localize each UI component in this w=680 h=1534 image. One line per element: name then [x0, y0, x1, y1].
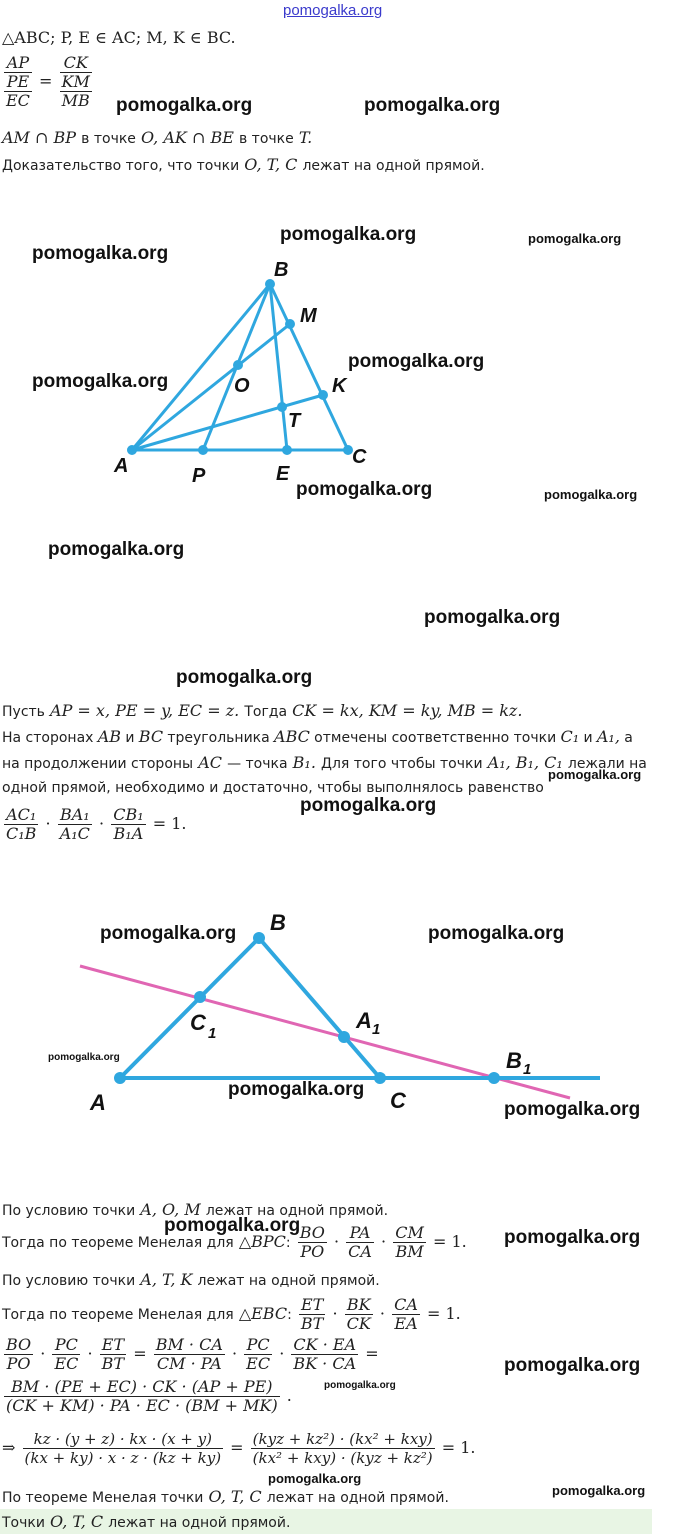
- watermark: pomogalka.org: [544, 487, 638, 502]
- setup-line-1: Пусть AP = x, PE = y, EC = z. Тогда CK = kx, KM = ky, MB = kz.: [2, 701, 523, 720]
- label-p: P: [192, 465, 206, 487]
- ratio-fraction-2: CK KM MB: [61, 53, 90, 110]
- watermark: pomogalka.org: [424, 607, 561, 628]
- label-k: K: [332, 375, 347, 397]
- point-a: [114, 1072, 126, 1084]
- proof-line-5: $\frac{BO}{PO}$ · $\frac{PC}{EC}$ · $\frac{ET}{BT}$ = $\frac{BM \cdot CA}{CM \cdot PA}$ · $\frac{PC}{EC}$ · $\frac{CK \cdot EA}{BK \cdot CA}$ =: [6, 1335, 379, 1373]
- menelaus-equation: $\frac{\text{AC₁}}{\text{C₁B}}$ · $\frac{\text{BA₁}}{\text{A₁C}}$ · $\frac{\text{CB₁}}{\text{B₁A}}$ = 1.: [6, 805, 187, 843]
- point-p: [198, 445, 208, 455]
- watermark: pomogalka.org: [268, 1471, 362, 1486]
- label-a: A: [114, 455, 129, 477]
- watermark: pomogalka.org: [100, 923, 237, 944]
- label-b1-sub: 1: [523, 1061, 532, 1078]
- watermark: pomogalka.org: [116, 95, 253, 116]
- point-m: [285, 319, 295, 329]
- setup-line-3: на продолжении стороны AC — точка B₁. Для того чтобы точки A₁, B₁, C₁ лежали на: [2, 753, 647, 772]
- site-link[interactable]: pomogalka.org: [283, 2, 383, 19]
- proof-line-2: Тогда по теореме Менелая для △BPC: $\frac{BO}{PO}$ · $\frac{PA}{CA}$ · $\frac{CM}{BM}$ = 1.: [2, 1223, 467, 1261]
- label-b: B: [274, 259, 289, 281]
- proof-line-8: По теореме Менелая точки O, T, C лежат на одной прямой.: [2, 1487, 449, 1506]
- point-t: [277, 402, 287, 412]
- point-b: [253, 932, 265, 944]
- point-e: [282, 445, 292, 455]
- proof-line-4: Тогда по теореме Менелая для △EBC: $\frac{ET}{BT}$ · $\frac{BK}{CK}$ · $\frac{CA}{EA}$ = 1.: [2, 1295, 461, 1333]
- given-ratio: AP PE EC = CK KM MB: [6, 53, 90, 110]
- answer-line: Точки O, T, C лежат на одной прямой.: [2, 1512, 291, 1531]
- label-t: T: [288, 410, 301, 432]
- label-a1: A: [356, 1008, 372, 1033]
- watermark: pomogalka.org: [228, 1079, 365, 1100]
- label-a1-sub: 1: [372, 1021, 381, 1038]
- watermark: pomogalka.org: [176, 667, 313, 688]
- watermark: pomogalka.org: [48, 1052, 120, 1063]
- setup-line-4: одной прямой, необходимо и достаточно, чтобы выполнялось равенство: [2, 780, 544, 796]
- label-c: C: [352, 446, 367, 468]
- watermark: pomogalka.org: [300, 795, 437, 816]
- point-o: [233, 360, 243, 370]
- watermark: pomogalka.org: [552, 1483, 646, 1498]
- label-c: C: [390, 1088, 406, 1113]
- given-line: △ABC; P, E ∈ AC; M, K ∈ BC.: [2, 28, 236, 47]
- ratio-fraction-1: AP PE EC: [6, 53, 30, 110]
- intersection-line: AM ∩ BP в точке O, AK ∩ BE в точке T.: [2, 128, 313, 147]
- watermark: pomogalka.org: [428, 923, 565, 944]
- watermark: pomogalka.org: [548, 767, 642, 782]
- proof-line-1: По условию точки A, O, M лежат на одной прямой.: [2, 1200, 389, 1219]
- label-a: A: [90, 1090, 106, 1115]
- watermark: pomogalka.org: [504, 1355, 641, 1376]
- label-m: M: [300, 305, 317, 327]
- watermark: pomogalka.org: [32, 243, 169, 264]
- watermark: pomogalka.org: [48, 539, 185, 560]
- triangle-figure-1: [0, 250, 680, 490]
- proof-line-7: ⇒ $\frac{kz \cdot (y + z) \cdot kx \cdot (x + y)}{(kx + ky) \cdot x \cdot z \cdot (kz + ky)}$ = $\frac{\text{(kyz + kz²) · (kx² + kxy)}}{\text{(kx² + kxy) · (kyz + kz²)}}$ = 1.: [2, 1430, 476, 1467]
- point-k: [318, 390, 328, 400]
- label-b: B: [270, 910, 286, 935]
- task-statement: Доказательство того, что точки O, T, C лежат на одной прямой.: [2, 155, 485, 174]
- point-a1: [338, 1031, 350, 1043]
- point-a: [127, 445, 137, 455]
- watermark: pomogalka.org: [364, 95, 501, 116]
- watermark: pomogalka.org: [324, 1380, 396, 1391]
- point-c: [374, 1072, 386, 1084]
- label-b1: B: [506, 1048, 522, 1073]
- label-e: E: [276, 463, 290, 485]
- point-c1: [194, 991, 206, 1003]
- watermark: pomogalka.org: [504, 1099, 641, 1120]
- watermark: pomogalka.org: [296, 479, 433, 500]
- proof-line-3: По условию точки A, T, K лежат на одной прямой.: [2, 1270, 380, 1289]
- label-c1-sub: 1: [208, 1025, 217, 1042]
- watermark: pomogalka.org: [528, 231, 622, 246]
- watermark: pomogalka.org: [32, 371, 169, 392]
- watermark: pomogalka.org: [504, 1227, 641, 1248]
- point-b1: [488, 1072, 500, 1084]
- proof-line-6: $\frac{BM \cdot (PE + EC) \cdot CK \cdot (AP + PE)}{(CK + KM) \cdot PA \cdot EC \cdot (BM + MK)}$ .: [6, 1377, 292, 1415]
- watermark: pomogalka.org: [348, 351, 485, 372]
- setup-line-2: На сторонах AB и BC треугольника ABC отмечены соответственно точки C₁ и A₁, а: [2, 727, 633, 746]
- watermark: pomogalka.org: [164, 1215, 301, 1236]
- label-c1: C: [190, 1010, 206, 1035]
- watermark: pomogalka.org: [280, 224, 417, 245]
- label-o: O: [234, 375, 250, 397]
- figure2-points: [114, 932, 500, 1084]
